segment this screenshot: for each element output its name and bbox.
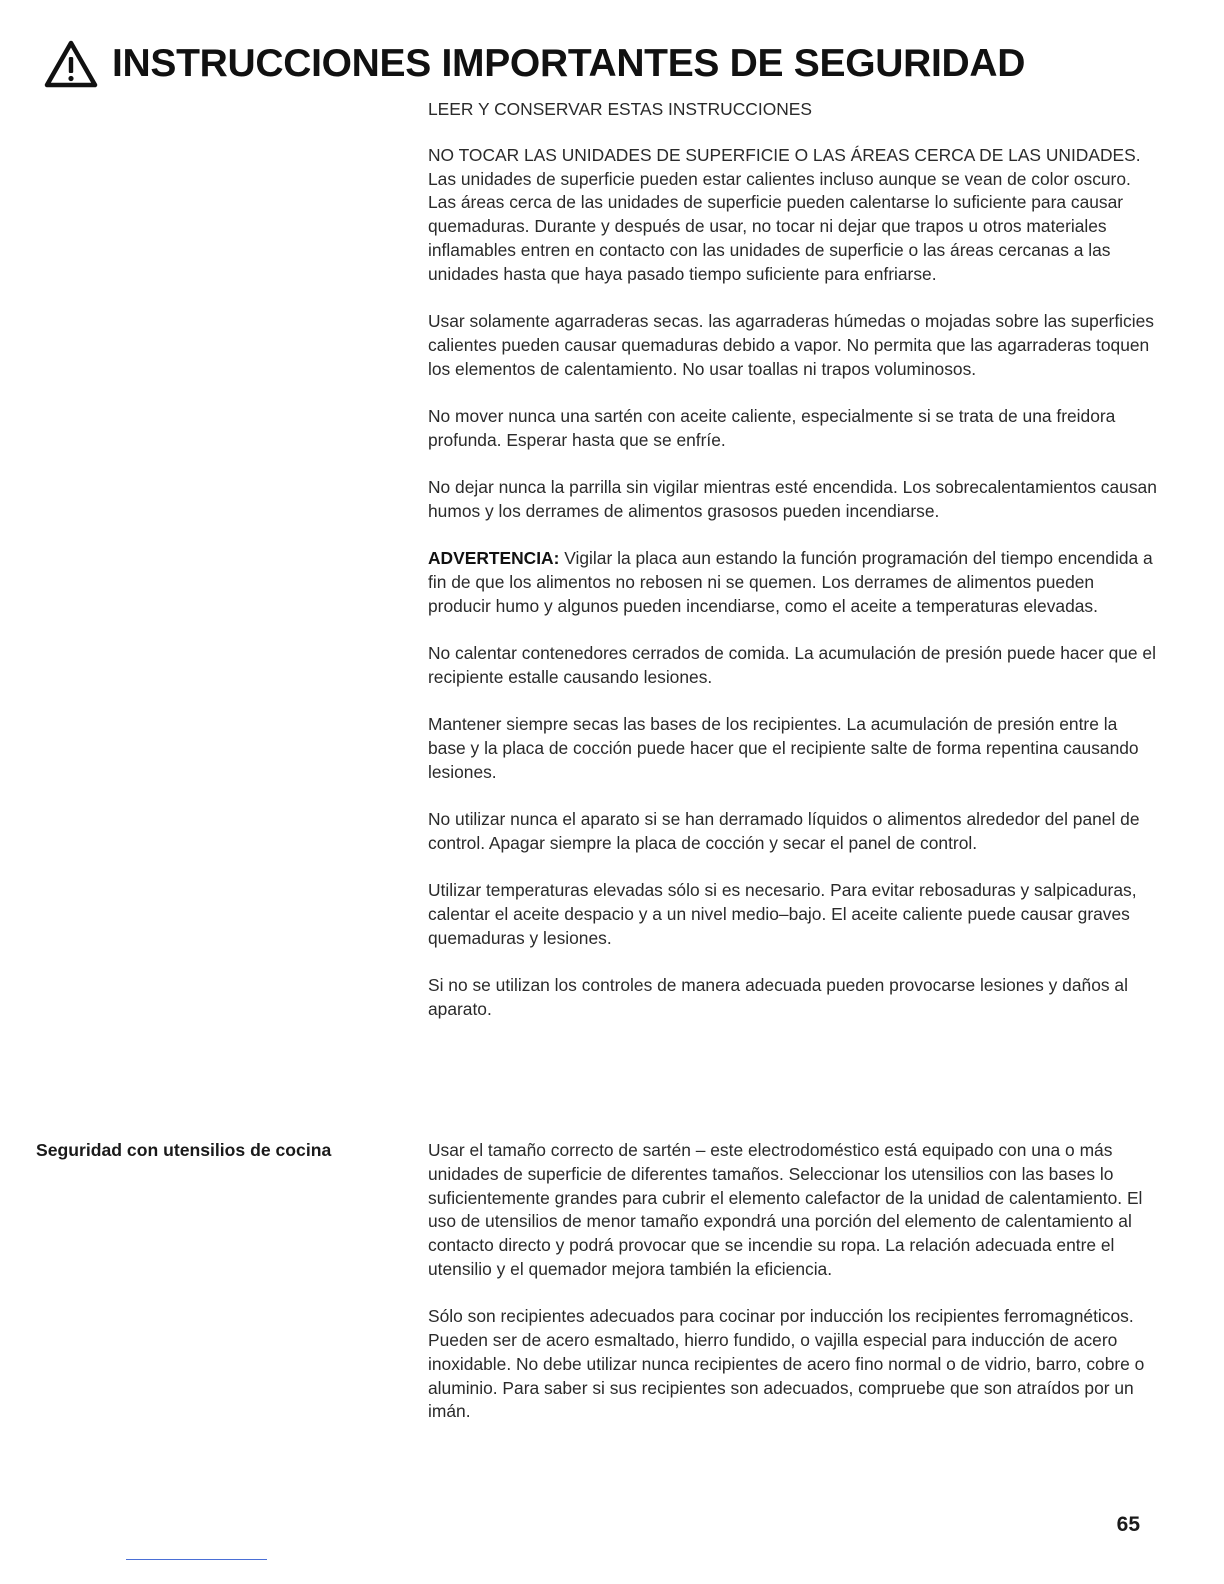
paragraph-controls-misuse: Si no se utilizan los controles de manera adecuada pueden provocarse lesiones y daños al aparato. xyxy=(428,975,1128,1019)
page-header xyxy=(44,40,1025,88)
paragraph-potholders: Usar solamente agarraderas secas. las agarraderas húmedas o mojadas sobre las superficies calientes pueden causar quemaduras debido a vapor. No permita que las agarraderas toquen los elementos de calentamiento. No usar toallas ni trapos voluminosos. xyxy=(428,311,1154,379)
warning-label: ADVERTENCIA: xyxy=(428,548,560,569)
paragraph-high-temperatures: Utilizar temperaturas elevadas sólo si es necesario. Para evitar rebosaduras y salpicaduras, calentar el aceite despacio y a un nivel medio–bajo. El aceite caliente puede causar graves quemaduras y lesiones. xyxy=(428,880,1137,948)
warning-triangle-icon xyxy=(44,40,98,88)
paragraph-hot-oil: No mover nunca una sartén con aceite caliente, especialmente si se trata de una freidora profunda. Esperar hasta que se enfríe. xyxy=(428,405,1116,450)
paragraph-surface-units: NO TOCAR LAS UNIDADES DE SUPERFICIE O LAS ÁREAS CERCA DE LAS UNIDADES. Las unidades de superficie pueden estar calientes incluso aunque se vean de color oscuro. Las áreas cerca de las unidades de superficie pueden calentarse lo suficiente para causar quemaduras. Durante y después de usar, no tocar ni dejar que trapos u otros materiales inflamables entren en contacto con las unidades de superficie o las áreas cercanas a las unidades hasta que haya pasado tiempo suficiente para enfriarse. xyxy=(428,144,1141,284)
page-number: 65 xyxy=(1116,1513,1140,1536)
paragraph-closed-containers: No calentar contenedores cerrados de comida. La acumulación de presión puede hacer que el recipiente estalle causando lesiones. xyxy=(428,643,1156,687)
paragraph-unattended-grill: No dejar nunca la parrilla sin vigilar mientras esté encendida. Los sobrecalentamientos causan humos y los derrames de alimentos grasosos pueden incendiarse. xyxy=(428,477,1157,521)
cookware-safety-body xyxy=(428,1139,1158,1448)
paragraph-spilled-liquids: No utilizar nunca el aparato si se han derramado líquidos o alimentos alrededor del panel de control. Apagar siempre la placa de cocción y secar el panel de control. xyxy=(428,809,1140,853)
safety-instructions-body xyxy=(428,98,1158,1045)
cookware-safety-heading: Seguridad con utensilios de cocina xyxy=(36,1140,332,1160)
paragraph-induction-cookware: Sólo son recipientes adecuados para cocinar por inducción los recipientes ferromagnéticos. Pueden ser de acero esmaltado, hierro fundido, o vajilla especial para inducción de acero inoxidable. No debe utilizar nunca recipientes de acero fino normal o de vidrio, barro, cobre o aluminio. Para saber si sus recipientes son adecuados, compruebe que son atraídos por un imán. xyxy=(428,1306,1145,1422)
instructions-subtitle: LEER Y CONSERVAR ESTAS INSTRUCCIONES xyxy=(428,99,812,119)
warning-text: Vigilar la placa aun estando la función programación del tiempo encendida a fin de que los alimentos no rebosen ni se quemen. Los derrames de alimentos pueden producir humo y algunos pueden incendiarse, como el aceite a temperaturas elevadas. xyxy=(428,548,1153,616)
footer-rule xyxy=(126,1559,267,1560)
paragraph-warning xyxy=(428,547,1158,618)
paragraph-pan-size: Usar el tamaño correcto de sartén – este electrodoméstico está equipado con una o más unidades de superficie de diferentes tamaños. Seleccionar los utensilios con las bases lo suficientemente grandes para cubrir el elemento calefactor de la unidad de calentamiento. El uso de utensilios de menor tamaño expondrá una porción del elemento de calentamiento al contacto directo y podrá provocar que se incendie su ropa. La relación adecuada entre el utensilio y el quemador mejora también la eficiencia. xyxy=(428,1140,1143,1279)
page-title: INSTRUCCIONES IMPORTANTES DE SEGURIDAD xyxy=(112,42,1026,85)
paragraph-dry-bases: Mantener siempre secas las bases de los recipientes. La acumulación de presión entre la base y la placa de cocción puede hacer que el recipiente salte de forma repentina causando lesiones. xyxy=(428,714,1139,782)
